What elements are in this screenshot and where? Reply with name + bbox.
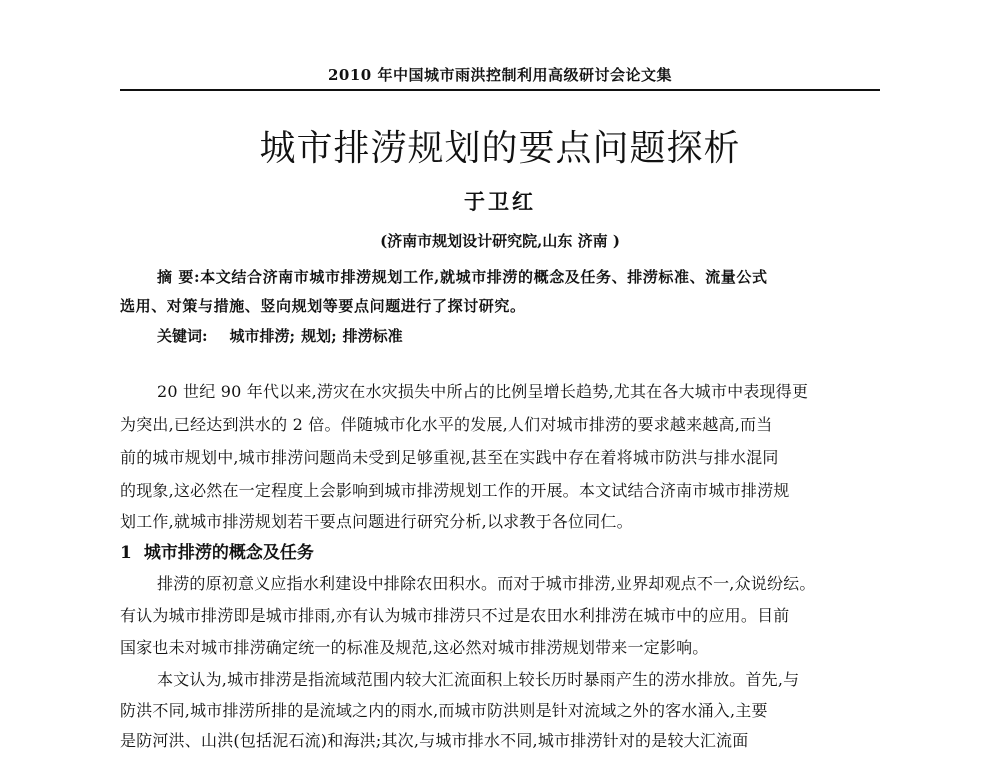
intro-line: 20 世纪 90 年代以来,涝灾在水灾损失中所占的比例呈增长趋势,尤其在各大城市中表现得更 <box>157 382 809 401</box>
header-rule <box>120 89 880 91</box>
section-1-line: 防洪不同,城市排涝所排的是流域之内的雨水,而城市防洪则是针对流域之外的客水涌入,主要 <box>120 701 768 720</box>
keywords-line <box>157 325 403 346</box>
section-1-line: 是防河洪、山洪(包括泥石流)和海洪;其次,与城市排水不同,城市排涝针对的是较大汇流面 <box>120 731 749 750</box>
author-affiliation: (济南市规划设计研究院,山东 济南 ) <box>380 232 620 250</box>
abstract-line-1 <box>157 266 768 287</box>
paper-title: 城市排涝规划的要点问题探析 <box>259 128 741 169</box>
section-1-line: 有认为城市排涝即是城市排雨,亦有认为城市排涝只不过是农田水利排涝在城市中的应用。目前 <box>120 606 790 625</box>
abstract-line-2: 选用、对策与措施、竖向规划等要点问题进行了探讨研究。 <box>120 297 526 315</box>
section-1-title: 城市排涝的概念及任务 <box>143 543 314 563</box>
running-header: 2010 年中国城市雨洪控制利用高级研讨会论文集 <box>328 66 672 84</box>
keyword-item: 规划; <box>301 327 337 345</box>
abstract-text-1: 本文结合济南市城市排涝规划工作,就城市排涝的概念及任务、排涝标准、流量公式 <box>200 268 768 286</box>
section-1-line: 排涝的原初意义应指水利建设中排除农田积水。而对于城市排涝,业界却观点不一,众说纷纭。 <box>157 574 816 593</box>
section-1-line: 本文认为,城市排涝是指流域范围内较大汇流面积上较长历时暴雨产生的涝水排放。首先,与 <box>157 670 800 689</box>
keyword-item: 城市排涝; <box>229 327 296 345</box>
intro-line: 前的城市规划中,城市排涝问题尚未受到足够重视,甚至在实践中存在着将城市防洪与排水混同 <box>120 448 779 467</box>
section-1-heading <box>120 538 314 563</box>
intro-line: 的现象,这必然在一定程度上会影响到城市排涝规划工作的开展。本文试结合济南市城市排涝规 <box>120 481 790 500</box>
author-name: 于卫红 <box>464 189 536 214</box>
section-1-number: 1 <box>120 543 132 563</box>
abstract-label: 摘 要: <box>157 268 201 286</box>
section-1-line: 国家也未对城市排涝确定统一的标准及规范,这必然对城市排涝规划带来一定影响。 <box>120 638 709 657</box>
intro-line: 划工作,就城市排涝规划若干要点问题进行研究分析,以求教于各位同仁。 <box>120 512 633 531</box>
keyword-item: 排涝标准 <box>342 327 403 345</box>
keywords-label: 关键词: <box>157 327 208 345</box>
intro-line: 为突出,已经达到洪水的 2 倍。伴随城市化水平的发展,人们对城市排涝的要求越来越高,而当 <box>120 415 773 434</box>
